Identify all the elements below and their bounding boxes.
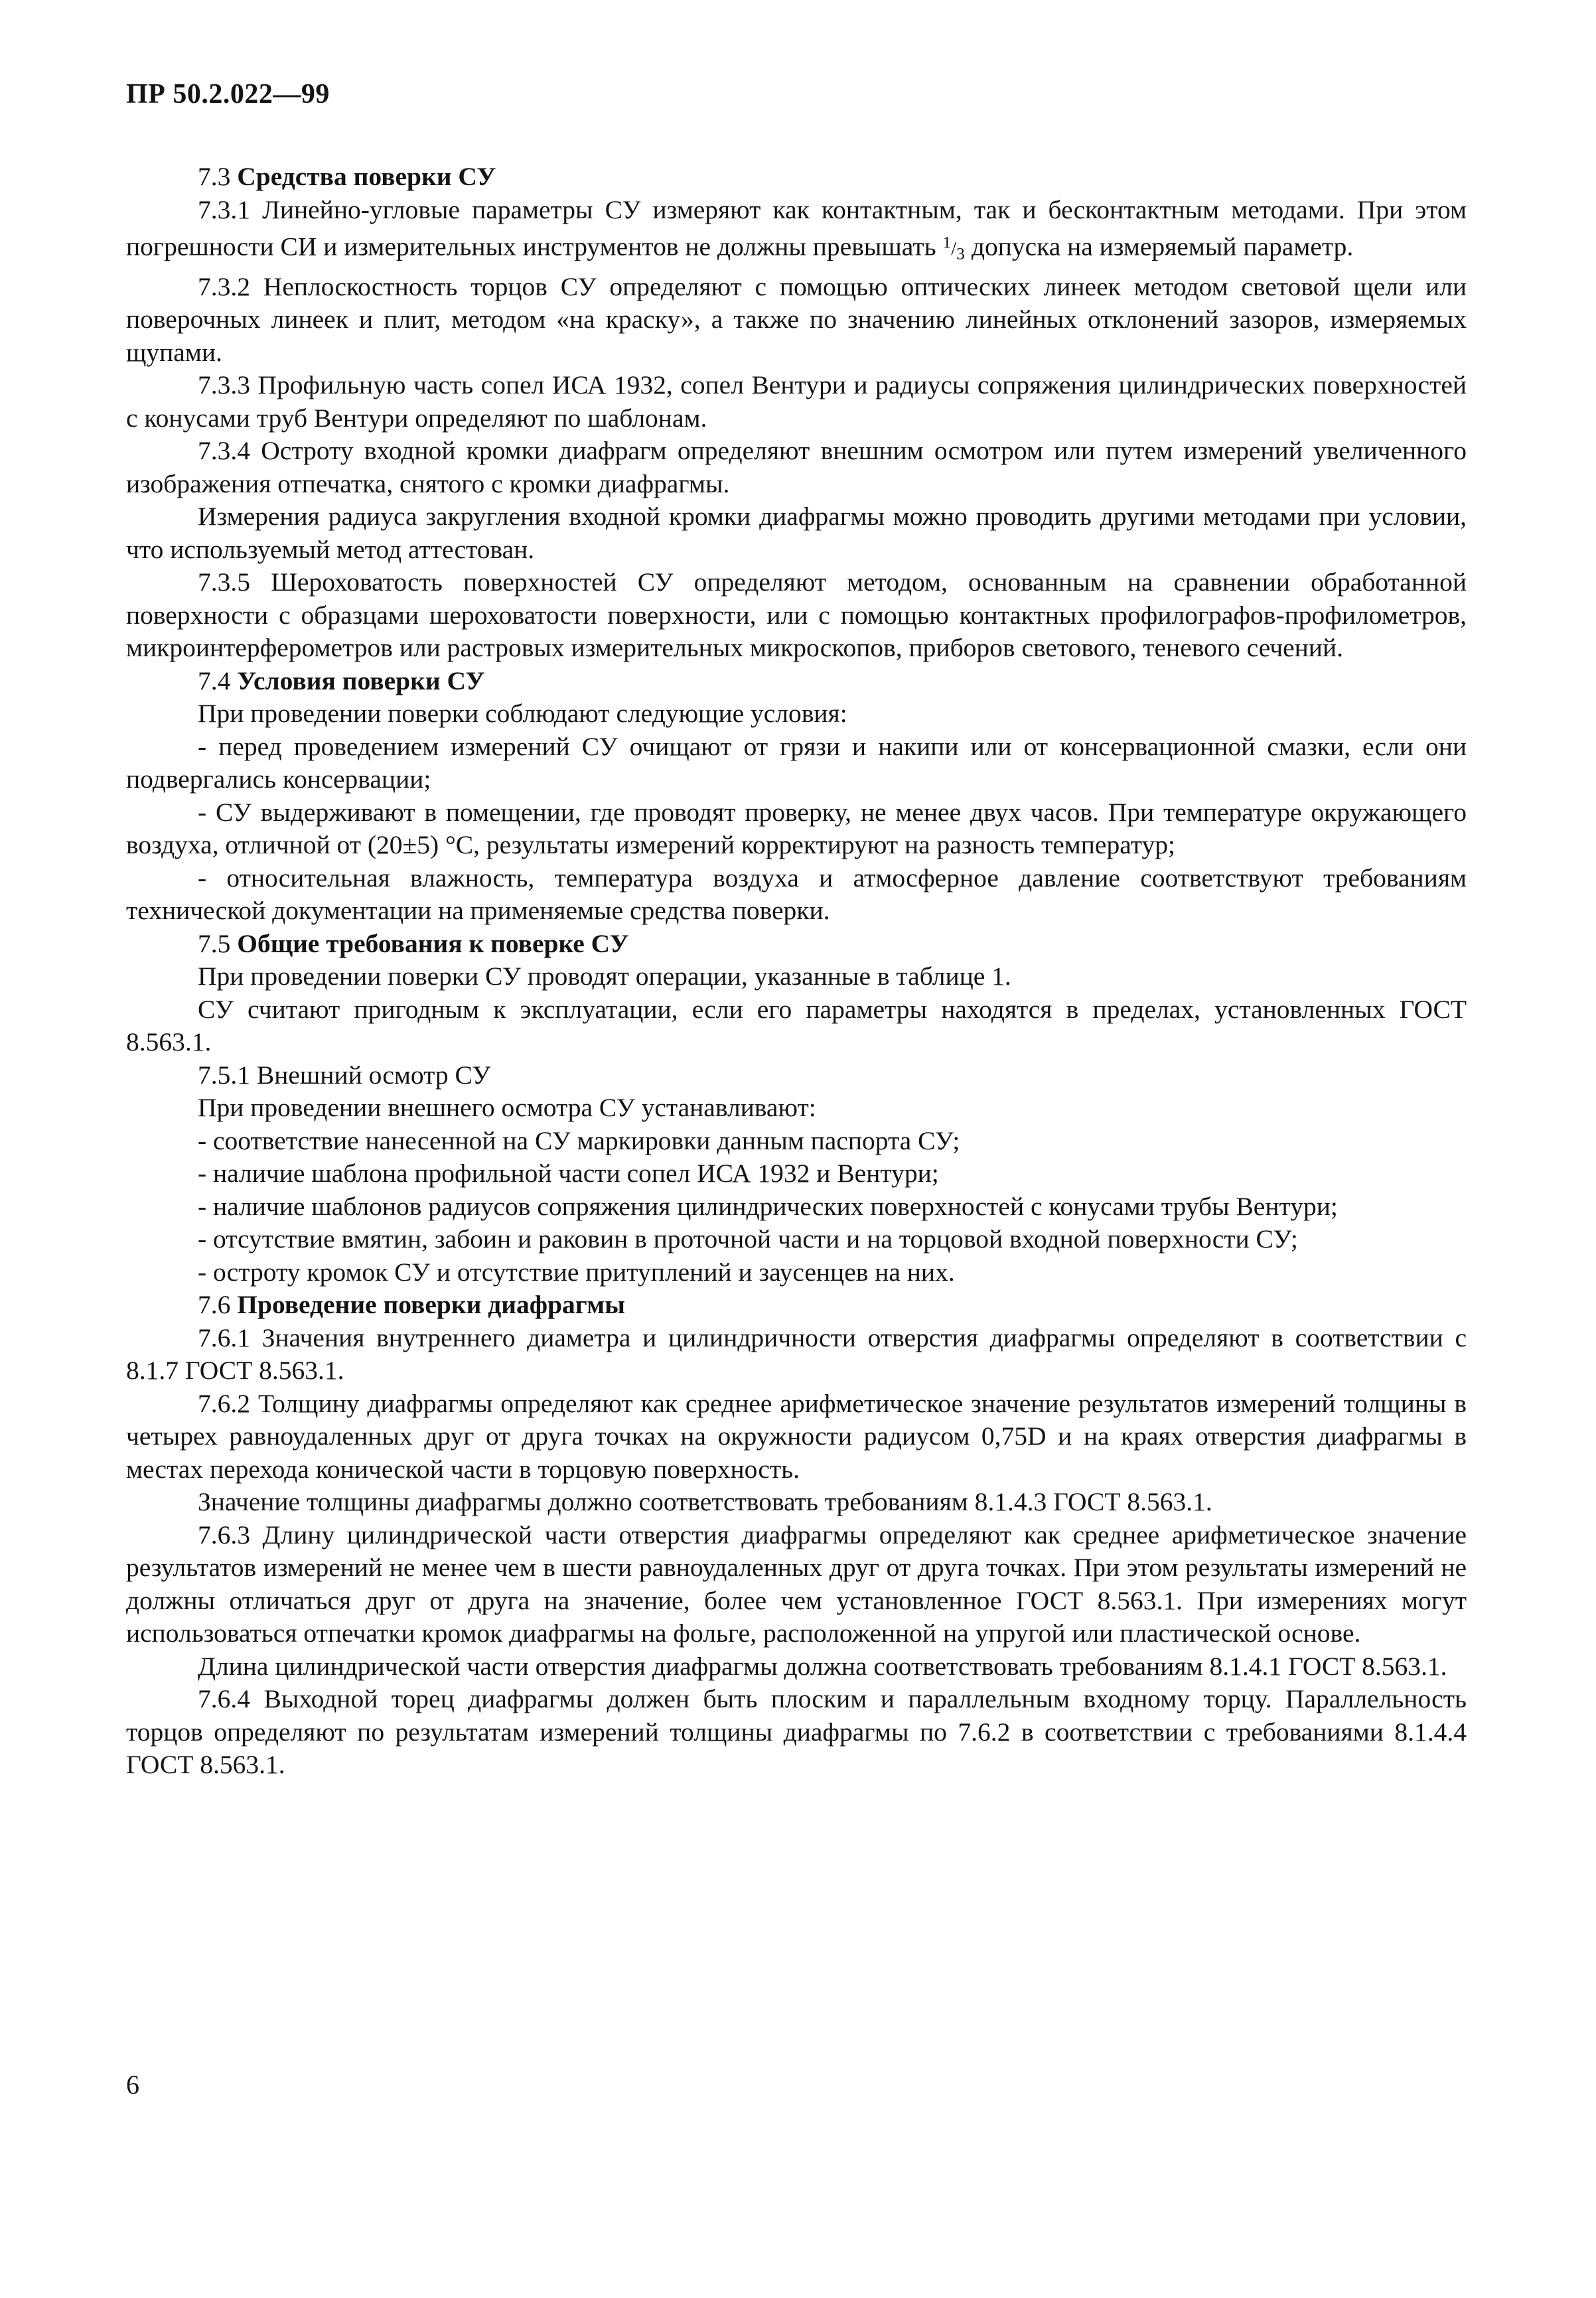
body-paragraph: 7.3.4 Остроту входной кромки диафрагм определяют внешним осмотром или путем измерений увеличенного изображения отпечатка, снятого с кромки диафрагмы. — [126, 436, 1467, 498]
body-paragraph: 7.3.5 Шероховатость поверхностей СУ определяют методом, основанным на сравнении обработанной поверхности с образцами шероховатости поверхности, или с помощью контактных профилографов-профилометров, микроинтерферометров или растровых измерительных микроскопов, приборов светового, теневого сечений. — [126, 567, 1467, 663]
fraction: $^1/_3$ — [942, 233, 965, 264]
body-paragraph: - перед проведением измерений СУ очищают от грязи и накипи или от консервационной смазки, если они подвергались консервации; — [126, 731, 1467, 794]
page-number: 6 — [126, 2070, 139, 2100]
fraction-numerator: 1 — [942, 233, 952, 252]
body-paragraph: 7.5.1 Внешний осмотр СУ — [198, 1060, 491, 1090]
section-number: 7.4 — [198, 666, 231, 695]
section-number: 7.5 — [198, 928, 231, 958]
section-title: Проведение поверки диафрагмы — [237, 1290, 625, 1320]
body-paragraph: Длина цилиндрической части отверстия диафрагмы должна соответствовать требованиям 8.1.4.1 ГОСТ 8.563.1. — [198, 1651, 1447, 1681]
body-paragraph: При проведении внешнего осмотра СУ устанавливают: — [198, 1093, 816, 1123]
section-heading — [126, 665, 1467, 698]
body-paragraph: 7.3.2 Неплоскостность торцов СУ определяют с помощью оптических линеек методом световой щели или поверочных линеек и плит, методом «на краску», а также по значению линейных отклонений зазоров, измеряемых щупами. — [126, 271, 1467, 367]
paragraph-text: допуска на измеряемый параметр. — [971, 232, 1354, 261]
body-paragraph: Измерения радиуса закругления входной кромки диафрагмы можно проводить другими методами при условии, что используемый метод аттестован. — [126, 502, 1467, 564]
body-paragraph: - отсутствие вмятин, забоин и раковин в проточной части и на торцовой входной поверхности СУ; — [198, 1224, 1298, 1254]
section-title: Средства поверки СУ — [237, 162, 496, 191]
body-paragraph: 7.6.4 Выходной торец диафрагмы должен быть плоским и параллельным входному торцу. Параллельность торцов определяют по результатам измерений толщины диафрагмы по 7.6.2 в соответствии с требованиями 8.1.4.4 ГОСТ 8.563.1. — [126, 1684, 1467, 1780]
body-paragraph: 7.6.1 Значения внутреннего диаметра и цилиндричности отверстия диафрагмы определяют в соответствии с 8.1.7 ГОСТ 8.563.1. — [126, 1323, 1467, 1386]
section-title: Общие требования к поверке СУ — [237, 928, 629, 958]
body-paragraph: СУ считают пригодным к эксплуатации, если его параметры находятся в пределах, установленных ГОСТ 8.563.1. — [126, 994, 1467, 1057]
body-paragraph: - наличие шаблонов радиусов сопряжения цилиндрических поверхностей с конусами трубы Вентури; — [198, 1191, 1338, 1221]
section-heading — [126, 1289, 1467, 1322]
section-number: 7.6 — [198, 1290, 231, 1320]
document-code-header: ПР 50.2.022—99 — [126, 79, 330, 109]
body-paragraph: 7.6.2 Толщину диафрагмы определяют как среднее арифметическое значение результатов измерений толщины в четырех равноудаленных друг от друга точках на окружности радиусом 0,75D и на краях отверстия диафрагмы в местах перехода конической части в торцовую поверхность. — [126, 1388, 1467, 1484]
paragraph-text: 7.3.1 Линейно-угловые параметры СУ измеряют как контактным, так и бесконтактным методами. При этом погрешности СИ и измерительных инструментов не должны превышать — [126, 194, 1467, 261]
body-paragraph: Значение толщины диафрагмы должно соответствовать требованиям 8.1.4.3 ГОСТ 8.563.1. — [198, 1487, 1212, 1517]
body-paragraph: 7.6.3 Длину цилиндрической части отверстия диафрагмы определяют как среднее арифметическое значение результатов измерений не менее чем в шести равноудаленных друг от друга точках. При этом результаты измерений не должны отличаться друг от друга на значение, более чем установленное ГОСТ 8.563.1. При измерениях могут использоваться отпечатки кромок диафрагмы на фольге, расположенной на упругой или пластической основе. — [126, 1520, 1467, 1648]
section-heading — [126, 928, 1467, 961]
section-number: 7.3 — [198, 162, 231, 191]
body-paragraph: При проведении поверки соблюдают следующие условия: — [198, 699, 847, 729]
body-paragraph: - СУ выдерживают в помещении, где проводят проверку, не менее двух часов. При температуре окружающего воздуха, отличной от (20±5) °С, результаты измерений корректируют на разность температур; — [126, 797, 1467, 860]
body-paragraph: 7.3.3 Профильную часть сопел ИСА 1932, сопел Вентури и радиусы сопряжения цилиндрических поверхностей с конусами труб Вентури определяют по шаблонам. — [126, 370, 1467, 433]
fraction-denominator: 3 — [956, 244, 965, 264]
body-paragraph: - наличие шаблона профильной части сопел ИСА 1932 и Вентури; — [198, 1159, 939, 1188]
body-paragraph: При проведении поверки СУ проводят операции, указанные в таблице 1. — [198, 962, 1011, 991]
body-paragraph: - соответствие нанесенной на СУ маркировки данным паспорта СУ; — [198, 1125, 960, 1155]
body-paragraph: - остроту кромок СУ и отсутствие притуплений и заусенцев на них. — [198, 1257, 955, 1287]
section-heading — [126, 161, 1467, 194]
body-paragraph — [126, 194, 1467, 271]
section-title: Условия поверки СУ — [237, 666, 485, 695]
body-paragraph: - относительная влажность, температура воздуха и атмосферное давление соответствуют требованиям технической документации на применяемые средства поверки. — [126, 863, 1467, 926]
document-body — [126, 161, 1467, 1782]
